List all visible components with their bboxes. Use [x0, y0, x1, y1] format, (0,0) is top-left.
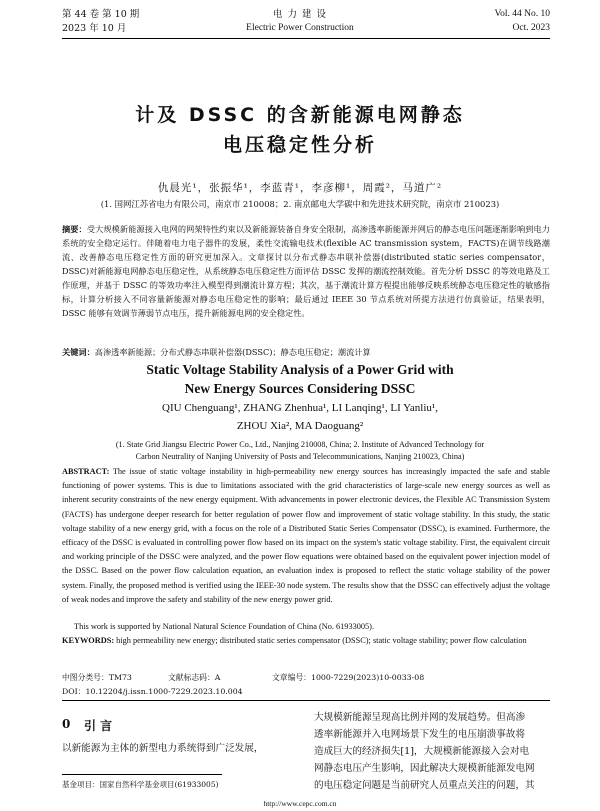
- header-volume-zh: 第 44 卷 第 10 期: [62, 9, 140, 20]
- affiliation-en-line2: Carbon Neutrality of Nanjing University of Posts and Telecommunications, Nanjing 210023, China): [135, 452, 465, 461]
- section-title: 引 言: [84, 719, 113, 733]
- footer-url: http://www.cepc.com.cn: [263, 799, 337, 808]
- title-zh-line2: 电压稳定性分析: [222, 134, 377, 156]
- document-code: 文献标志码：A: [168, 673, 221, 682]
- authors-en-line1: QIU Chenguang¹, ZHANG Zhenhua¹, LI Lanqing¹, LI Yanliu¹,: [162, 402, 438, 414]
- body-right-line1: 大规模新能源呈现高比例并网的发展趋势。但高渗: [314, 712, 526, 723]
- keywords-zh: [62, 345, 550, 359]
- article-number: 文章编号：1000-7229(2023)10-0033-08: [272, 673, 425, 682]
- header-rule: [62, 38, 550, 39]
- header-date-en: Oct. 2023: [512, 23, 550, 33]
- footnote-rule: [62, 774, 222, 775]
- affiliation-zh: (1. 国网江苏省电力有限公司，南京市 210008；2. 南京邮电大学碳中和先进技术研究院，南京市 210023): [100, 199, 500, 209]
- keywords-zh-label: 关键词：: [62, 347, 95, 357]
- header-journal-zh: 电 力 建 设: [272, 9, 328, 20]
- abstract-en-label: ABSTRACT:: [62, 467, 110, 476]
- keywords-en-text: high permeability new energy; distributed static series compensator (DSSC); static voltage stability; power flow calculation: [116, 636, 527, 645]
- title-en-line2: New Energy Sources Considering DSSC: [184, 381, 416, 396]
- keywords-en: [62, 634, 550, 648]
- authors-en-line2: ZHOU Xia², MA Daoguang²: [236, 420, 364, 432]
- info-rule: [62, 700, 550, 701]
- authors-zh: 仇晨光¹，张振华¹，李蓝青¹，李彦柳¹，周霞²，马道广²: [157, 182, 443, 194]
- keywords-en-label: KEYWORDS:: [62, 636, 115, 645]
- support-en: This work is supported by National Natural Science Foundation of China (No. 61933005).: [74, 622, 375, 631]
- title-en-line1: Static Voltage Stability Analysis of a Power Grid with: [146, 362, 454, 377]
- abstract-en-text: The issue of static voltage instability in high-permeability new energy sources has increasingly impacted the safe and stable functioning of power systems. This is due to limitations associated with the grid characteristics of large-scale new energy sources as well as inherent security constraints of the new energy equipment. With advancements in power electronic devices, the Flexible AC Transmission System (FACTS) has undergone deeper research for better regulation of power flow and improvement of static voltage stability. In this study, the static voltage stability of a new energy grid, with a focus on the role of a Distributed Static Series Compensator (DSSC), is examined. Furthermore, the efficacy of the DSSC is evaluated in controlling power flow based on its impact on the system's static voltage stability. First, the equivalent circuit and working principle of the DSSC were analyzed, and the power flow equations were obtained based on the equivalent power injection model of the DSSC. Based on the power flow calculation equation, an evaluation index is proposed to reflect the static voltage stability of the power system. Finally, the proposed method is verified using the IEEE-30 node system. The results show that the DSSC can effectively adjust the voltage of weak nodes and improve the safety and stability of the new energy power grid.: [62, 467, 550, 604]
- title-zh-line1: 计及 DSSC 的含新能源电网静态: [135, 104, 465, 126]
- abstract-zh-text: 受大规模新能源接入电网的网架特性约束以及新能源装备自身安全限制，高渗透率新能源并网后的静态电压问题逐渐影响到电力系统的安全稳定运行。伴随着电力电子器件的发展，柔性交流输电技术(flexible AC transmission system，FACTS)在调节线路潮流、改善静态电压稳定性方面的研究更加深入。文章探讨以分布式静态串联补偿器(distributed static series compensator，DSSC)对新能源电网静态电压稳定性，从系统静态电压稳定性方面评估 DSSC 发挥的潮流控制效能。首先分析 DSSC 的等效电路及工作原理，并基于 DSSC 的等效功率注入模型得到潮流计算方程；其次，基于潮流计算方程提出能够反映系统静态电压稳定性的敏感指标，计算分析接入不同容量新能源对静态电压稳定性的影响；最后通过 IEEE 30 节点系统对所提方法进行仿真验证，结果表明，DSSC 能够有效调节薄弱节点电压，提升新能源电网的安全稳定性。: [62, 224, 550, 318]
- footnote-funding: 基金项目：国家自然科学基金项目(61933005): [62, 780, 219, 789]
- affiliation-en-line1: (1. State Grid Jiangsu Electric Power Co., Ltd., Nanjing 210008, China; 2. Institute of Advanced Technology for: [115, 440, 485, 449]
- header-journal-en: Electric Power Construction: [246, 23, 354, 33]
- body-right-line4: 网静态电压产生影响，因此解决大规模新能源发电网: [314, 763, 535, 774]
- abstract-zh-label: 摘要：: [62, 224, 87, 234]
- body-right-line5: 的电压稳定问题是当前研究人员重点关注的问题，其: [314, 780, 535, 791]
- body-left-text: 以新能源为主体的新型电力系统得到广泛发展，: [62, 743, 264, 754]
- clc-number: 中图分类号：TM73: [62, 673, 132, 682]
- section-number: 0: [62, 717, 71, 731]
- header-volume-en: Vol. 44 No. 10: [494, 9, 550, 19]
- doi: DOI：10.12204/j.issn.1000-7229.2023.10.004: [62, 687, 243, 696]
- body-right-line3: 造成巨大的经济损失[1]，大规模新能源接入会对电: [314, 746, 530, 757]
- header-date-zh: 2023 年 10 月: [62, 23, 127, 34]
- abstract-zh: [62, 222, 550, 320]
- keywords-zh-text: 高渗透率新能源；分布式静态串联补偿器(DSSC)；静态电压稳定；潮流计算: [94, 347, 371, 357]
- abstract-en: [62, 465, 550, 607]
- body-right-line2: 透率新能源并入电网场景下发生的电压崩溃事故将: [314, 729, 526, 740]
